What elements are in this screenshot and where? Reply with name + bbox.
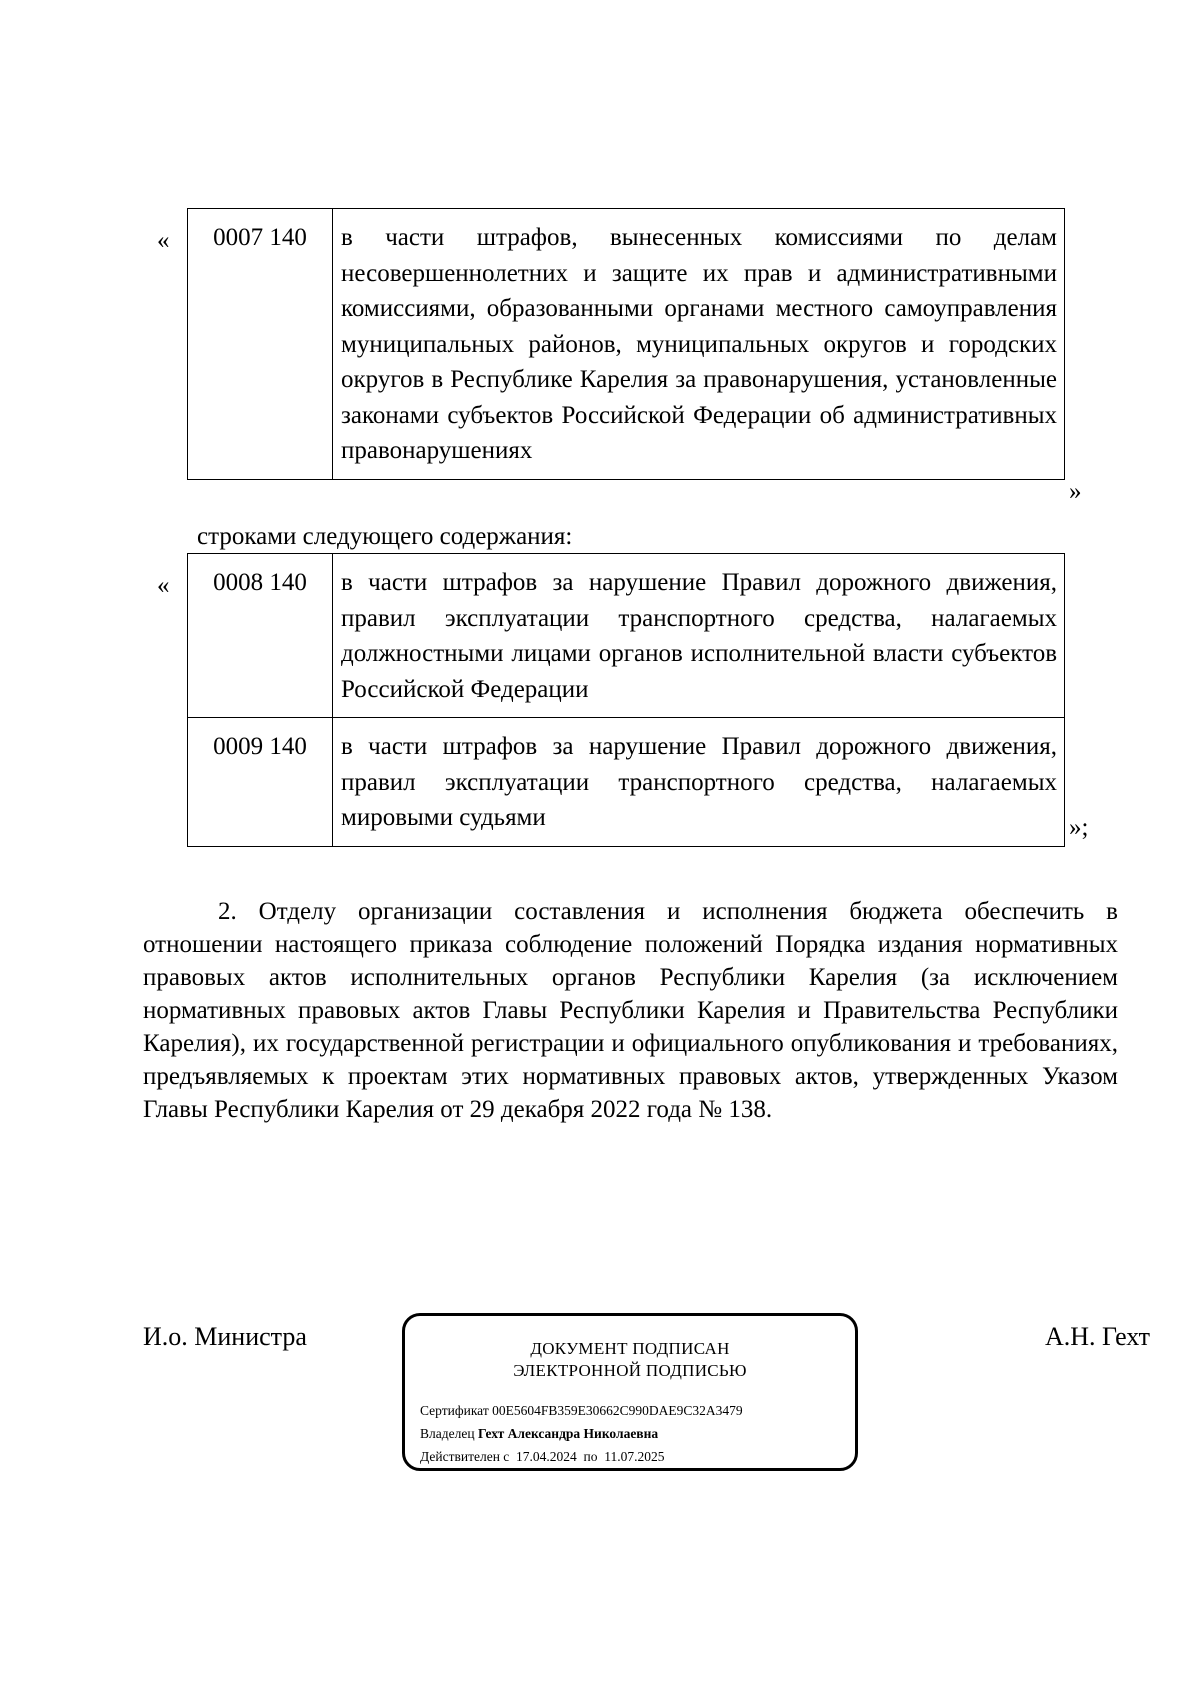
cert-label: Сертификат <box>420 1403 489 1418</box>
paragraph-2: 2. Отделу организации составления и исполнения бюджета обеспечить в отношении настоящего приказа соблюдение положений Порядка издания нормативных правовых актов исполнительных органов Республики Карелия (за исключением нормативных правовых актов Главы Республики Карелия и Правительства Республики Карелия), их государственной регистрации и официального опубликования и требованиях, предъявляемых к проектам этих нормативных правовых актов, утвержденных Указом Главы Республики Карелия от 29 декабря 2022 года № 138. <box>143 898 1118 1123</box>
table-row <box>188 209 1065 480</box>
cert-value: 00E5604FB359E30662C990DAE9C32A3479 <box>492 1403 743 1418</box>
open-quote-2: « <box>157 572 170 599</box>
stamp-title <box>405 1338 855 1382</box>
stamp-owner <box>420 1422 743 1445</box>
budget-code-cell: 0007 140 <box>188 209 333 480</box>
description-cell: в части штрафов за нарушение Правил дорожного движения, правил эксплуатации транспортного средства, налагаемых должностными лицами органов исполнительной власти субъектов Российской Федерации <box>333 554 1065 718</box>
signatory-name: А.Н. Гехт <box>1044 1322 1150 1351</box>
open-quote-1: « <box>157 227 170 254</box>
valid-to-label: по <box>583 1449 598 1464</box>
stamp-title-line2: ЭЛЕКТРОННОЙ ПОДПИСЬЮ <box>513 1361 747 1380</box>
budget-code-cell: 0008 140 <box>188 554 333 718</box>
valid-from: 17.04.2024 <box>516 1449 577 1464</box>
stamp-validity <box>420 1445 743 1468</box>
close-quote-2: »; <box>1069 814 1089 841</box>
description-cell: в части штрафов за нарушение Правил дорожного движения, правил эксплуатации транспортного средства, налагаемых мировыми судьями <box>333 718 1065 847</box>
owner-label: Владелец <box>420 1426 475 1441</box>
between-label: строками следующего содержания: <box>197 523 573 550</box>
budget-code-cell: 0009 140 <box>188 718 333 847</box>
stamp-title-line1: ДОКУМЕНТ ПОДПИСАН <box>530 1339 730 1358</box>
close-quote-1: » <box>1069 478 1082 505</box>
valid-to: 11.07.2025 <box>604 1449 665 1464</box>
code-table-2 <box>187 553 1065 847</box>
signatory-position: И.о. Министра <box>143 1322 307 1351</box>
table-row <box>188 554 1065 718</box>
table-row <box>188 718 1065 847</box>
stamp-certificate <box>420 1399 743 1422</box>
owner-value: Гехт Александра Николаевна <box>477 1426 659 1441</box>
valid-label: Действителен с <box>420 1449 510 1464</box>
description-cell: в части штрафов, вынесенных комиссиями по делам несовершеннолетних и защите их прав и административными комиссиями, образованными органами местного самоуправления муниципальных районов, муниципальных округов и городских округов в Республике Карелия за правонарушения, установленные законами субъектов Российской Федерации об административных правонарушениях <box>333 209 1065 480</box>
stamp-details <box>420 1399 743 1468</box>
code-table-1 <box>187 208 1065 480</box>
electronic-signature-stamp <box>402 1313 858 1471</box>
